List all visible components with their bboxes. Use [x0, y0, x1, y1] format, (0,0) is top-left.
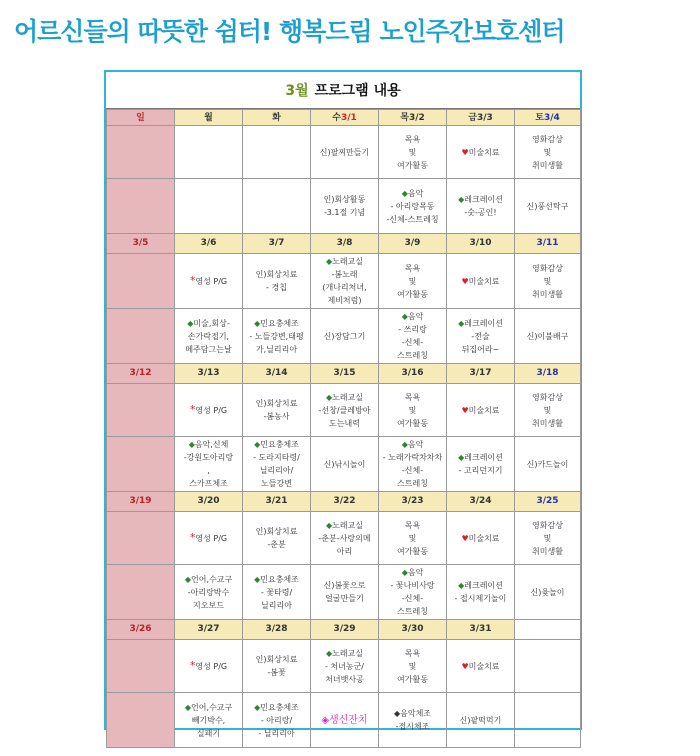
- date-label: 3/25: [536, 496, 559, 506]
- week-cell: [243, 640, 311, 693]
- program-text: 목욕 및 여가활동: [397, 263, 428, 299]
- program-text: 목욕 및 여가활동: [397, 134, 428, 170]
- date-label: 3/23: [401, 496, 424, 506]
- green-diamond-icon: ◆: [458, 581, 465, 590]
- week-cell: [311, 512, 379, 565]
- week-cell: [175, 437, 243, 492]
- week-1-cell: [243, 179, 311, 234]
- date-label: 3/13: [197, 368, 220, 378]
- pink-diamond-icon: ◈: [321, 714, 330, 726]
- green-diamond-icon: ◆: [401, 568, 408, 577]
- week-cell: [447, 254, 515, 309]
- week-cell: [515, 693, 581, 748]
- week-row-a: [107, 512, 581, 565]
- program-text: 미술치료: [468, 533, 500, 543]
- green-diamond-icon: ◆: [184, 702, 191, 712]
- program-text: 미술,회상- 손가락접기, 메주담그는날: [185, 318, 232, 354]
- week-1-cell: [107, 179, 175, 234]
- program-text: 음악,신체 -강원도아리랑 , 스카프체조: [183, 440, 234, 488]
- program-text: 언어,수교구 빼기박수, 실패기: [190, 702, 233, 738]
- week-1-cell: [243, 126, 311, 179]
- program-text: 인)회상치료 -봄꽃: [255, 655, 298, 677]
- weekday-header: [379, 110, 447, 126]
- week-cell: [447, 640, 515, 693]
- green-diamond-icon: ◆: [254, 574, 261, 584]
- week-cell: [243, 512, 311, 565]
- week-cell: [175, 254, 243, 309]
- date-label: 3/10: [469, 238, 492, 248]
- week-cell: [107, 512, 175, 565]
- date-label: 3/27: [197, 624, 220, 634]
- date-label: 3/6: [200, 238, 217, 248]
- date-row: [107, 234, 581, 254]
- program-text: 음악 - 아리랑목동 -신체-스트레칭: [386, 188, 439, 224]
- program-text: 인)회상치료 -춘분: [255, 527, 298, 549]
- red-asterisk-icon: *: [189, 531, 196, 544]
- weekday-date: 3/4: [543, 112, 560, 123]
- program-text: 노래교실 -춘분-사랑의메 아리: [318, 520, 371, 556]
- program-text: 민요충체조 - 도라지타령/ 닐리리아/ 노들강변: [253, 440, 300, 488]
- week-1-cell: [447, 126, 515, 179]
- green-diamond-icon: ◆: [401, 440, 408, 449]
- program-text: 신)윷놀이: [530, 587, 565, 597]
- red-heart-icon: ♥: [461, 661, 469, 671]
- week-row-b: [107, 693, 581, 748]
- red-asterisk-icon: *: [189, 403, 196, 416]
- date-cell: [379, 620, 447, 640]
- weekday-label: 금: [468, 112, 477, 123]
- program-text: 영화감상 및 취미생활: [532, 520, 563, 556]
- date-label: 3/26: [129, 624, 152, 634]
- date-row: [107, 620, 581, 640]
- date-cell: [515, 234, 581, 254]
- red-heart-icon: ♥: [461, 147, 469, 157]
- green-diamond-icon: ◆: [254, 702, 261, 712]
- date-label: 3/29: [333, 624, 356, 634]
- date-label: 3/17: [469, 368, 492, 378]
- green-diamond-icon: ◆: [184, 574, 191, 584]
- week-cell: [107, 437, 175, 492]
- week-cell: [447, 437, 515, 492]
- week-cell: [175, 384, 243, 437]
- weekday-date: 3/2: [408, 112, 425, 123]
- date-cell: [243, 492, 311, 512]
- date-label: 3/30: [401, 624, 424, 634]
- date-label: 3/31: [469, 624, 492, 634]
- date-cell: [447, 620, 515, 640]
- week-cell: [379, 512, 447, 565]
- program-text: 노래교실 -봄노래 (개나리처녀, 제비처럼): [322, 257, 367, 305]
- date-cell: [243, 364, 311, 384]
- date-cell: [515, 620, 581, 640]
- green-diamond-icon: ◆: [254, 440, 261, 449]
- week-cell: [107, 384, 175, 437]
- date-cell: [175, 234, 243, 254]
- program-text: 레크레이션 -전술 뒤집어라~: [461, 318, 503, 354]
- program-text: 신)팥떡먹기: [459, 715, 502, 725]
- green-diamond-icon: ◆: [325, 520, 333, 530]
- week-cell: [311, 640, 379, 693]
- program-text: 레크레이션 -숫-공인!: [464, 195, 503, 217]
- week-cell: [311, 565, 379, 620]
- weekday-header: [515, 110, 581, 126]
- week-1-row-b: [107, 179, 581, 234]
- program-text: 미술치료: [468, 147, 500, 157]
- week-row-a: [107, 640, 581, 693]
- green-diamond-icon: ◆: [188, 440, 195, 449]
- week-row-a: [107, 384, 581, 437]
- week-cell: [107, 640, 175, 693]
- week-1-cell: [311, 179, 379, 234]
- week-1-cell: [311, 126, 379, 179]
- date-label: 3/5: [132, 238, 149, 248]
- week-cell: [379, 309, 447, 364]
- week-cell: [243, 254, 311, 309]
- program-text: 영성 P/G: [195, 534, 228, 543]
- date-cell: [447, 492, 515, 512]
- week-1-cell: [379, 126, 447, 179]
- program-text: 목욕 및 여가활동: [397, 392, 428, 428]
- week-1-cell: [515, 126, 581, 179]
- program-text: 영성 P/G: [195, 662, 228, 671]
- week-row-b: [107, 309, 581, 364]
- page-title: 어르신들의 따뜻한 쉼터! 행복드림 노인주간보호센터: [14, 17, 565, 46]
- program-text: 노래교실 -선창/클레방아 도는내력: [318, 392, 371, 428]
- week-1-cell: [175, 179, 243, 234]
- date-cell: [311, 364, 379, 384]
- green-diamond-icon: ◆: [401, 188, 408, 198]
- date-cell: [175, 620, 243, 640]
- date-cell: [379, 364, 447, 384]
- week-cell: [379, 437, 447, 492]
- week-row-b: [107, 437, 581, 492]
- program-text: 노래교실 - 처녀농군/ 처녀뱃사공: [324, 648, 365, 684]
- date-cell: [175, 492, 243, 512]
- week-cell: [515, 565, 581, 620]
- program-text: 목욕 및 여가활동: [397, 520, 428, 556]
- program-text: 음악 - 쓰리랑 -신체- 스트레칭: [397, 312, 428, 360]
- program-text: 영성 P/G: [195, 277, 228, 286]
- week-cell: [447, 693, 515, 748]
- green-diamond-icon: ◆: [325, 392, 333, 402]
- program-text: 영화감상 및 취미생활: [532, 263, 563, 299]
- week-cell: [447, 384, 515, 437]
- weekday-date: 3/1: [340, 112, 357, 123]
- date-label: 3/7: [268, 238, 285, 248]
- green-diamond-icon: ◆: [187, 318, 194, 328]
- red-heart-icon: ♥: [461, 405, 469, 415]
- week-cell: [243, 309, 311, 364]
- week-cell: [175, 693, 243, 748]
- date-cell: [379, 492, 447, 512]
- program-text: 언어,수교구 -아리랑박수 지오보드: [187, 574, 233, 610]
- week-cell: [311, 693, 379, 748]
- program-text: 신)카드놀이: [526, 459, 569, 469]
- weekday-label: 목: [400, 112, 409, 123]
- week-1-cell: [107, 126, 175, 179]
- date-cell: [243, 620, 311, 640]
- weekday-header: [107, 110, 175, 126]
- date-label: 3/15: [333, 368, 356, 378]
- week-cell: [175, 640, 243, 693]
- week-cell: [311, 437, 379, 492]
- week-cell: [515, 309, 581, 364]
- week-cell: [107, 565, 175, 620]
- green-diamond-icon: ◆: [254, 318, 261, 328]
- week-cell: [311, 254, 379, 309]
- date-row: [107, 364, 581, 384]
- weekday-header: [447, 110, 515, 126]
- program-text: 미술치료: [468, 276, 500, 286]
- week-cell: [379, 640, 447, 693]
- week-cell: [447, 565, 515, 620]
- week-1-cell: [447, 179, 515, 234]
- date-cell: [311, 234, 379, 254]
- date-cell: [311, 492, 379, 512]
- program-text: 신)풍선탁구: [526, 201, 569, 211]
- week-cell: [311, 384, 379, 437]
- week-row-b: [107, 565, 581, 620]
- date-cell: [243, 234, 311, 254]
- program-text: 인)회상활동 -3.1절 기념: [323, 195, 366, 217]
- date-label: 3/8: [336, 238, 353, 248]
- date-cell: [107, 364, 175, 384]
- red-heart-icon: ♥: [461, 533, 469, 543]
- program-text: 민요충체조 - 아리랑/ - 닐리리아: [258, 702, 299, 738]
- week-cell: [243, 693, 311, 748]
- program-text: 음악체조 -접시체조: [395, 709, 432, 731]
- week-cell: [515, 437, 581, 492]
- program-text: 신)이불배구: [526, 331, 569, 341]
- program-text: 음악 - 노래가락차차차 -신체- 스트레칭: [382, 440, 443, 488]
- week-1-row-a: [107, 126, 581, 179]
- date-label: 3/21: [265, 496, 288, 506]
- date-label: 3/16: [401, 368, 424, 378]
- calendar-table: [106, 109, 581, 748]
- calendar-title-text: 프로그램 내용: [314, 83, 401, 99]
- date-cell: [175, 364, 243, 384]
- weekday-label: 월: [204, 112, 213, 123]
- week-cell: [107, 693, 175, 748]
- program-text: 레크레이션 - 접시제기놀이: [454, 581, 507, 603]
- date-cell: [107, 492, 175, 512]
- week-cell: [379, 565, 447, 620]
- week-cell: [243, 437, 311, 492]
- week-1-cell: [379, 179, 447, 234]
- date-label: 3/9: [404, 238, 421, 248]
- week-cell: [243, 384, 311, 437]
- week-cell: [447, 512, 515, 565]
- green-diamond-icon: ◆: [325, 648, 333, 658]
- weekday-date: 3/3: [476, 112, 493, 123]
- date-cell: [447, 234, 515, 254]
- week-cell: [175, 309, 243, 364]
- date-row: [107, 492, 581, 512]
- week-cell: [515, 512, 581, 565]
- date-label: 3/28: [265, 624, 288, 634]
- week-cell: [107, 309, 175, 364]
- program-text: 신)봄꽃으로 얼굴만들기: [323, 581, 366, 603]
- program-text: 미술치료: [468, 405, 500, 415]
- green-diamond-icon: ◆: [401, 312, 408, 321]
- program-text: 민요충체조 - 노들강변,태평 가,닐리리아: [249, 318, 304, 354]
- date-label: 3/24: [469, 496, 492, 506]
- date-cell: [107, 620, 175, 640]
- date-cell: [379, 234, 447, 254]
- date-label: 3/18: [536, 368, 559, 378]
- week-cell: [311, 309, 379, 364]
- date-cell: [515, 492, 581, 512]
- week-cell: [107, 254, 175, 309]
- week-cell: [243, 565, 311, 620]
- date-label: 3/11: [536, 238, 559, 248]
- weekday-label: 일: [136, 112, 145, 123]
- week-cell: [447, 309, 515, 364]
- red-asterisk-icon: *: [189, 274, 196, 287]
- date-label: 3/12: [129, 368, 152, 378]
- date-label: 3/19: [129, 496, 152, 506]
- red-asterisk-icon: *: [189, 659, 196, 672]
- program-text: 인)회상치료 - 경칩: [255, 270, 298, 292]
- program-text: 민요충체조 - 꽃타령/ 닐리리아: [260, 574, 299, 610]
- date-cell: [311, 620, 379, 640]
- week-cell: [379, 254, 447, 309]
- date-label: 3/20: [197, 496, 220, 506]
- week-cell: [379, 384, 447, 437]
- week-cell: [515, 384, 581, 437]
- week-cell: [175, 512, 243, 565]
- week-row-a: [107, 254, 581, 309]
- weekday-header: [311, 110, 379, 126]
- program-text: 음악 - 꽃나비사랑 -신체- 스트레칭: [390, 568, 435, 616]
- calendar-title: [106, 72, 580, 109]
- weekday-header: [243, 110, 311, 126]
- program-text: 신)장담그기: [323, 331, 366, 341]
- date-cell: [107, 234, 175, 254]
- black-diamond-icon: ◆: [393, 709, 401, 718]
- week-1-cell: [175, 126, 243, 179]
- green-diamond-icon: ◆: [458, 453, 465, 462]
- week-cell: [175, 565, 243, 620]
- date-label: 3/14: [265, 368, 288, 378]
- weekday-header-row: [107, 110, 581, 126]
- week-cell: [379, 693, 447, 748]
- program-text: 영화감상 및 취미생활: [532, 134, 563, 170]
- week-cell: [515, 254, 581, 309]
- program-text: 목욕 및 여가활동: [397, 648, 428, 684]
- program-text: 영화감상 및 취미생활: [532, 392, 563, 428]
- week-1-cell: [515, 179, 581, 234]
- weekday-label: 수: [332, 112, 341, 123]
- calendar-month: 3월: [285, 83, 309, 99]
- program-text: 인)회상치료 -봄농사: [255, 399, 298, 421]
- weekday-label: 토: [535, 112, 544, 123]
- date-label: 3/22: [333, 496, 356, 506]
- program-text: 신)낚시놀이: [323, 459, 366, 469]
- green-diamond-icon: ◆: [458, 195, 465, 204]
- program-calendar: [104, 70, 582, 738]
- red-heart-icon: ♥: [461, 276, 469, 286]
- program-text: 신)팔찌만들기: [319, 147, 370, 157]
- program-text: 영성 P/G: [195, 406, 228, 415]
- green-diamond-icon: ◆: [458, 318, 465, 328]
- program-text: 레크레이션 - 고리던지기: [458, 453, 503, 475]
- weekday-header: [175, 110, 243, 126]
- birthday-party-label: 생신잔치: [329, 714, 368, 726]
- date-cell: [447, 364, 515, 384]
- weekday-label: 화: [272, 112, 281, 123]
- date-cell: [515, 364, 581, 384]
- green-diamond-icon: ◆: [325, 257, 333, 266]
- program-text: 미술치료: [468, 661, 500, 671]
- week-cell: [515, 640, 581, 693]
